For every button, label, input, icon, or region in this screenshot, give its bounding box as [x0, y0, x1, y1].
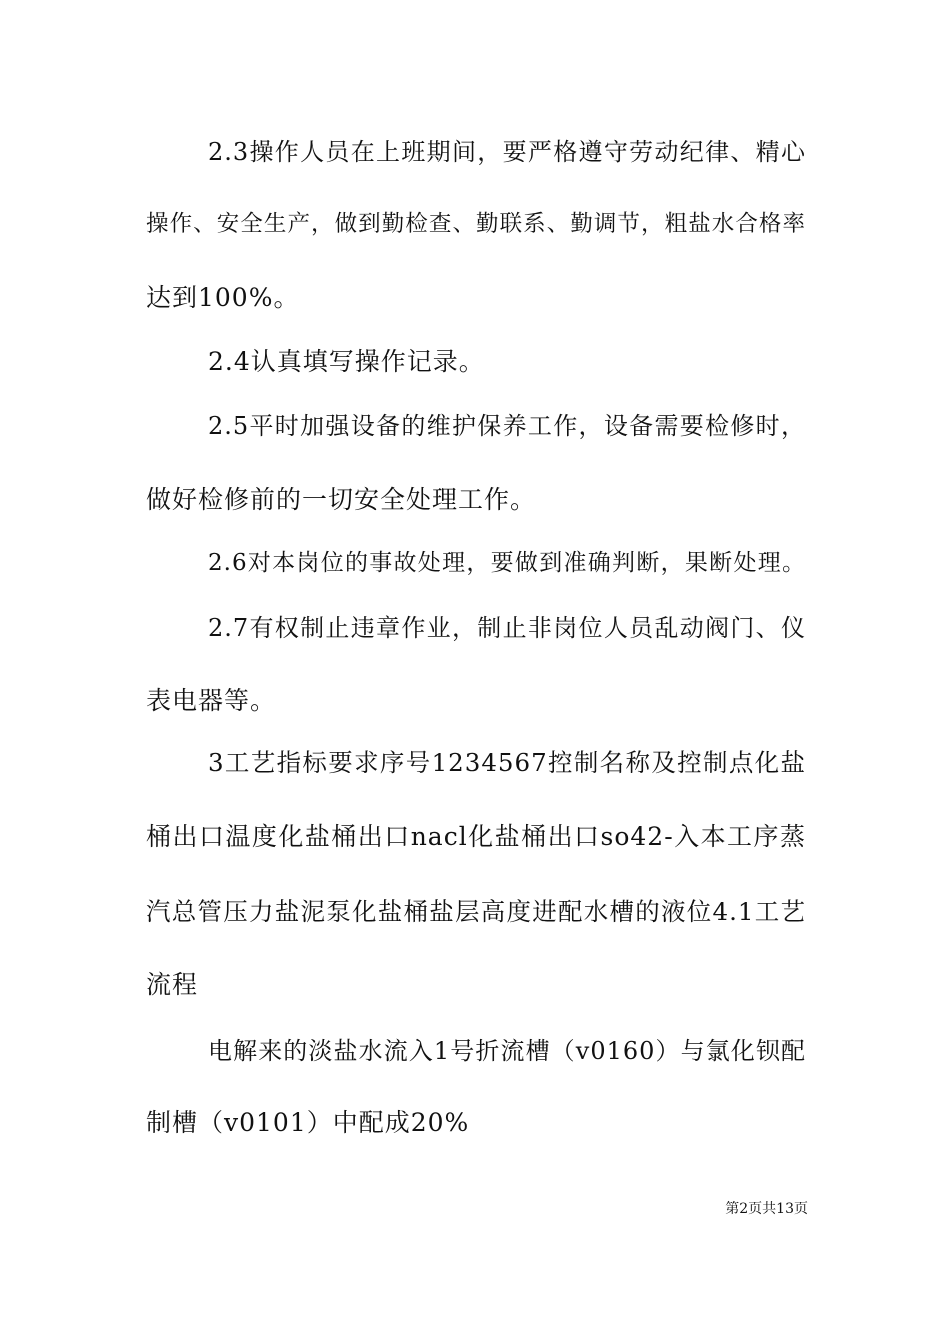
paragraph-line: 汽总管压力盐泥泵化盐桶盐层高度进配水槽的液位4.1工艺	[146, 897, 806, 926]
paragraph-line: 2.7有权制止违章作业，制止非岗位人员乱动阀门、仪	[208, 614, 806, 642]
paragraph-line: 达到100%。	[146, 283, 300, 312]
paragraph-line: 桶出口温度化盐桶出口nacl化盐桶出口so42-入本工序蒸	[146, 822, 806, 851]
paragraph-line: 电解来的淡盐水流入1号折流槽（v0160）与氯化钡配	[208, 1037, 806, 1065]
paragraph-line: 流程	[146, 970, 199, 999]
paragraph-line: 3工艺指标要求序号1234567控制名称及控制点化盐	[208, 748, 806, 777]
paragraph-line: 2.4认真填写操作记录。	[208, 347, 485, 376]
paragraph-line: 做好检修前的一切安全处理工作。	[146, 485, 537, 514]
paragraph-line: 制槽（v0101）中配成20%	[146, 1108, 470, 1137]
paragraph-line: 2.6对本岗位的事故处理，要做到准确判断，果断处理。	[208, 550, 806, 576]
paragraph-line: 操作、安全生产，做到勤检查、勤联系、勤调节，粗盐水合格率	[146, 211, 806, 237]
paragraph-line: 2.5平时加强设备的维护保养工作，设备需要检修时，	[208, 412, 806, 440]
paragraph-line: 2.3操作人员在上班期间，要严格遵守劳动纪律、精心	[208, 138, 806, 166]
paragraph-line: 表电器等。	[146, 686, 277, 715]
page-number-footer: 第2页共13页	[725, 1201, 808, 1217]
